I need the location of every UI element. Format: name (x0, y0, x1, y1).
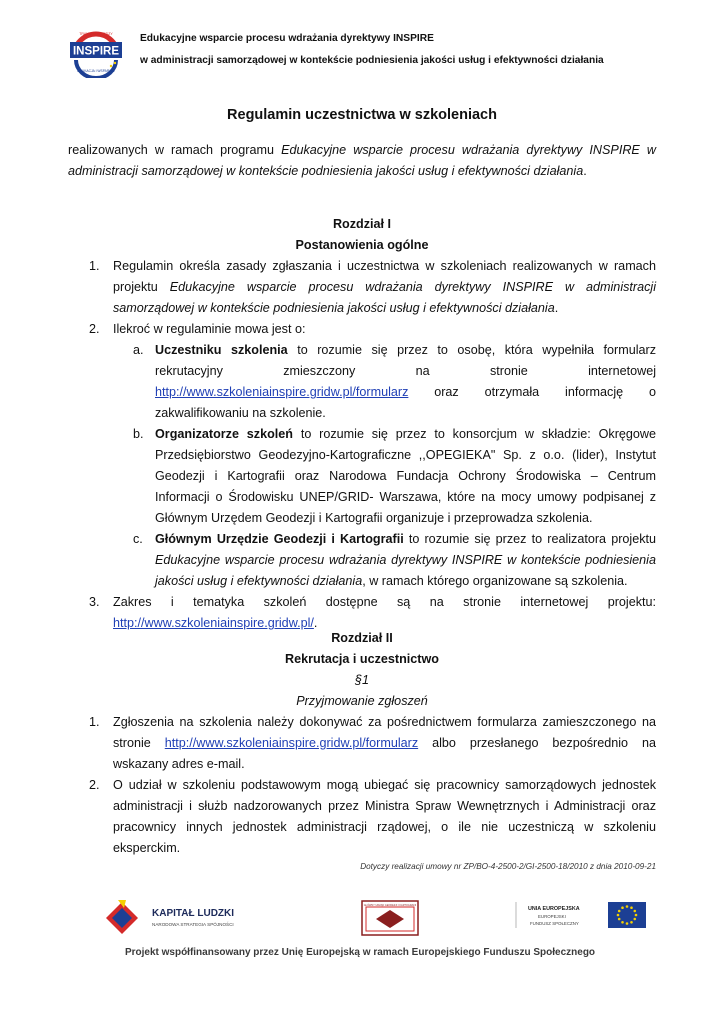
chapter-1 (68, 214, 656, 634)
page-title: Regulamin uczestnictwa w szkoleniach (227, 107, 497, 123)
logo-text: INSPIRE (72, 45, 120, 58)
list-item: 3. Zakres i tematyka szkoleń dostępne są na stronie internetowej projektu: http://www.szkoleniainspire.gridw.pl/. (89, 595, 656, 630)
formularz-link[interactable]: http://www.szkoleniainspire.gridw.pl/formularz (155, 385, 409, 399)
svg-text:FUNDUSZ SPOŁECZNY: FUNDUSZ SPOŁECZNY (530, 921, 579, 926)
header-line-2: w administracji samorządowej w kontekście podniesienia jakości usług i efektywności działania (140, 55, 604, 66)
chapter-1-name: Postanowienia ogólne (295, 238, 429, 252)
chapter-1-label: Rozdział I (332, 217, 392, 231)
list-item: 1. Zgłoszenia na szkolenia należy dokonywać za pośrednictwem formularza zamieszczonego na stronie http://www.szkoleniainspire.gridw.pl/formularz albo przesłanego bezpośrednio na wskazany adres e-mail. (89, 715, 656, 771)
kapital-ludzki-logo (106, 900, 234, 934)
sub-item-a: a. Uczestniku szkolenia to rozumie się przez to osobę, która wypełniła formularz rekrutacyjny zmieszczony na stronie internetowej http://www.szkoleniainspire.gridw.pl/formularz oraz otrzymała informację o zakwalifikowaniu na szkolenie. (133, 343, 656, 420)
logo-arc-top: TRANSFER WIEDZY (79, 32, 113, 36)
sub-item-b: b. Organizatorze szkoleń to rozumie się przez to konsorcjum w składzie: Okręgowe Przedsiębiorstwo Geodezyjno-Kartograficzne ,,OPEGIEKA" Sp. z o.o. (lider), Instytut Geodezji i Kartografii oraz Narodowa Fundacja Ochrony Środowiska – Centrum Informacji o Środowisku UNEP/GRID- Warszawa, które na mocy umowy podpisanej z Głównym Urzędem Geodezji i Kartografii organizuje i przeprowadza szkolenia. (133, 427, 657, 525)
eu-efs-logo (516, 902, 646, 928)
chapter-2-label: Rozdział II (331, 631, 393, 645)
gugik-logo (362, 901, 418, 935)
intro-paragraph: realizowanych w ramach programu Edukacyjne wsparcie procesu wdrażania dyrektywy INSPIRE w administracji samorządowej w kontekście podniesienia jakości usług i efektywności działania. (68, 143, 656, 178)
section-number: §1 (354, 673, 369, 687)
footer-logos (68, 888, 656, 972)
chapter-2-name: Rekrutacja i uczestnictwo (285, 652, 439, 666)
list-item: 1. Regulamin określa zasady zgłaszania i uczestnictwa w szkoleniach realizowanych w ramach projektu Edukacyjne wsparcie procesu wdrażania dyrektywy INSPIRE w administracji samorządowej w kontekście podniesienia jakości usług i efektywności działania. (89, 259, 657, 315)
list-item: 2. O udział w szkoleniu podstawowym mogą ubiegać się pracownicy samorządowych jednostek administracji i służb nadzorowanych przez Ministra Spraw Wewnętrznych i Administracji oraz pracownicy innych jednostek administracji rządowej, o ile nie uczestniczą w szkoleniu eksperckim. (89, 778, 656, 855)
contract-footnote: Dotyczy realizacji umowy nr ZP/BO-4-2500-2/GI-2500-18/2010 z dnia 2010-09-21 (360, 862, 656, 871)
section-title: Przyjmowanie zgłoszeń (296, 694, 428, 708)
document-header (140, 32, 700, 76)
svg-text:KAPITAŁ LUDZKI: KAPITAŁ LUDZKI (152, 908, 235, 919)
logo-arc-bottom: EDUKACJA I WSPARCIE (77, 69, 115, 73)
sub-item-c: c. Głównym Urzędzie Geodezji i Kartografii to rozumie się przez to realizatora projektu Edukacyjne wsparcie procesu wdrażania dyrektywy INSPIRE w kontekście podniesienia jakości usług i efektywności działania, w ramach którego organizowane są szkolenia. (133, 532, 656, 588)
project-website-link[interactable]: http://www.szkoleniainspire.gridw.pl/ (113, 616, 314, 630)
formularz-link[interactable]: http://www.szkoleniainspire.gridw.pl/formularz (164, 736, 419, 750)
header-line-1: Edukacyjne wsparcie procesu wdrażania dyrektywy INSPIRE (140, 33, 434, 44)
list-item: 2. Ilekroć w regulaminie mowa jest o: (89, 322, 306, 336)
program-name: Edukacyjne wsparcie procesu wdrażania dyrektywy INSPIRE w administracji samorządowej w kontekście podniesienia jakości usług i efektywności działania (68, 143, 656, 178)
cofinancing-caption: Projekt współfinansowany przez Unię Europejską w ramach Europejskiego Funduszu Społecznego (124, 947, 596, 958)
svg-text:GŁÓWNY URZĄD GEODEZJI I KARTOG: GŁÓWNY URZĄD GEODEZJI I KARTOGRAFII (363, 904, 417, 907)
svg-text:UNIA EUROPEJSKA: UNIA EUROPEJSKA (528, 906, 580, 912)
inspire-logo (68, 26, 124, 78)
svg-text:NARODOWA STRATEGIA SPÓJNOŚCI: NARODOWA STRATEGIA SPÓJNOŚCI (152, 922, 234, 927)
svg-text:EUROPEJSKI: EUROPEJSKI (538, 914, 566, 919)
chapter-2 (68, 628, 656, 859)
